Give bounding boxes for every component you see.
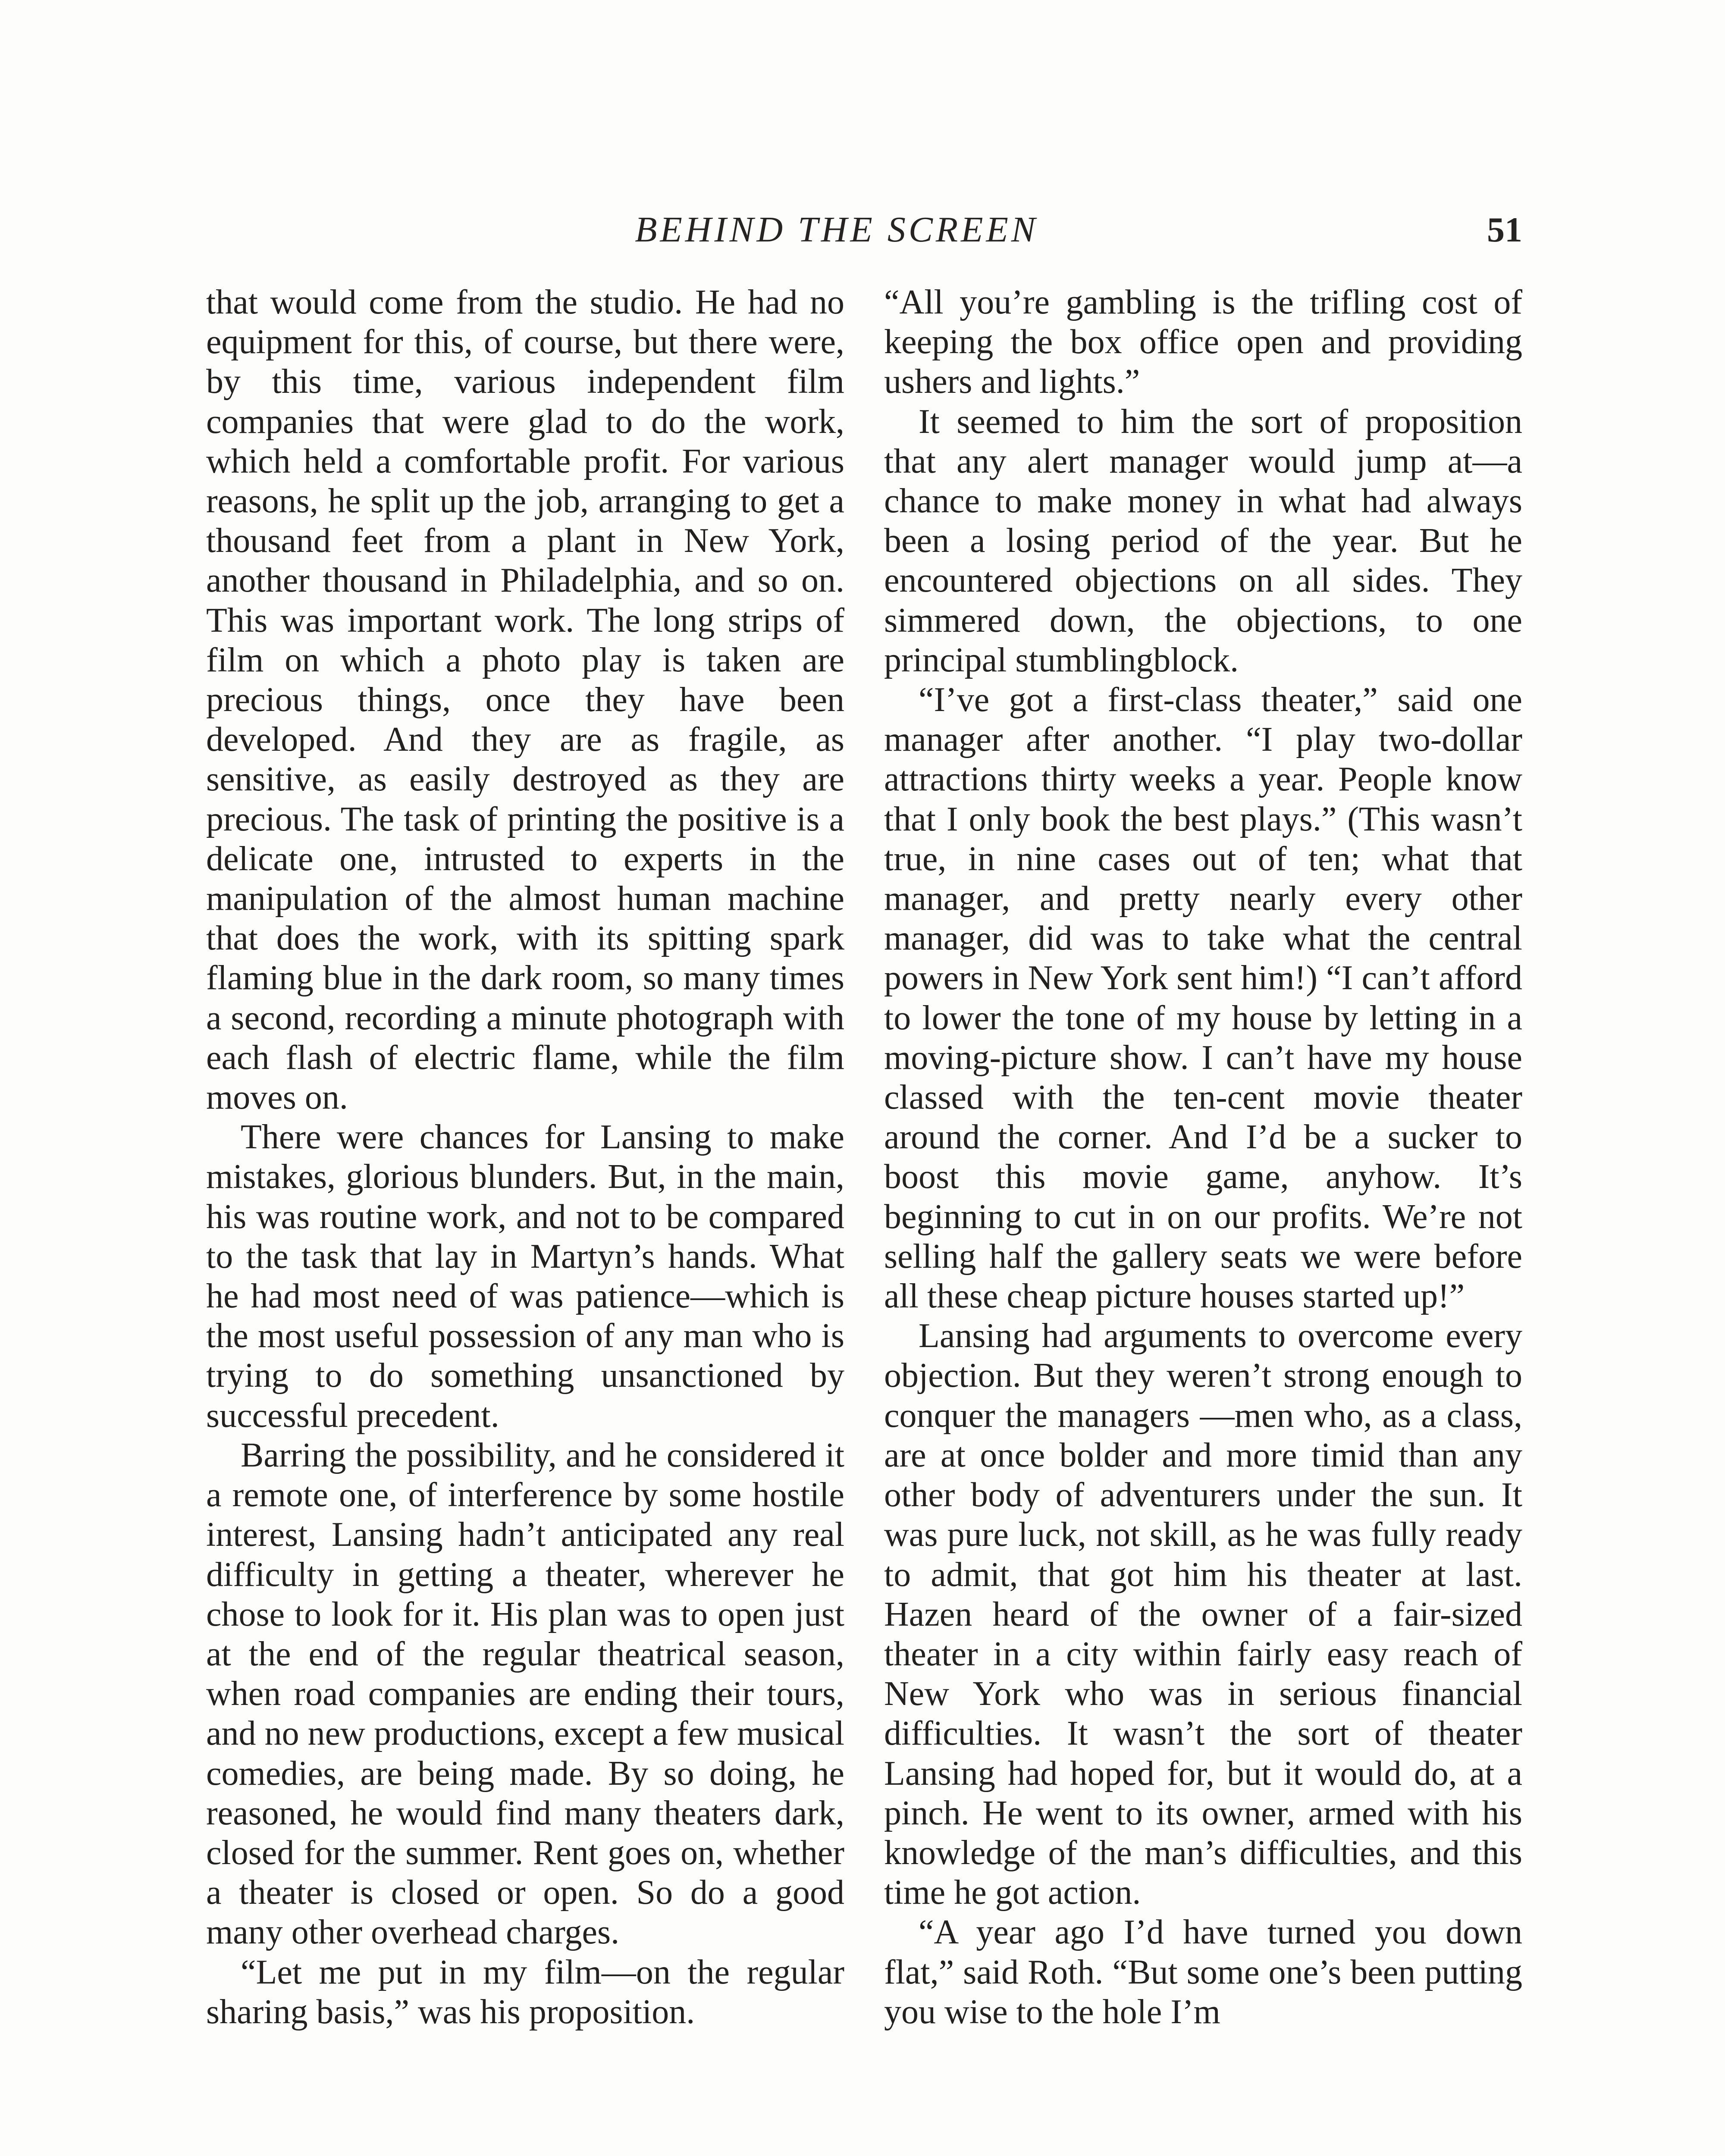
paragraph-continued: “All you’re gambling is the trifling cost of keeping the box office open and providing ushers and lights.” <box>884 283 1522 401</box>
paragraph: There were chances for Lansing to make mistakes, glorious blunders. But, in the main, his was routine work, and not to be compared to the task that lay in Martyn’s hands. What he had most need of was patience—which is the most useful possession of any man who is trying to do something unsanctioned by successful precedent. <box>206 1118 844 1435</box>
paragraph-continued: that would come from the studio. He had no equipment for this, of course, but there were, by this time, various independent film companies that were glad to do the work, which held a comfortable profit. For various reasons, he split up the job, arranging to get a thousand feet from a plant in New York, another thousand in Philadelphia, and so on. This was important work. The long strips of film on which a photo play is taken are precious things, once they have been developed. And they are as fragile, as sensitive, as easily destroyed as they are precious. The task of printing the positive is a delicate one, intrusted to experts in the manipulation of the almost human machine that does the work, with its spitting spark flaming blue in the dark room, so many times a second, recording a minute photograph with each flash of electric flame, while the film moves on. <box>206 283 844 1117</box>
right-text-column <box>884 282 1522 2032</box>
paragraph: It seemed to him the sort of proposition that any alert manager would jump at—a chance to make money in what had always been a losing period of the year. But he encountered objections on all sides. They simmered down, the objections, to one principal stumblingblock. <box>884 402 1522 679</box>
running-title: BEHIND THE SCREEN <box>635 210 1038 250</box>
paragraph: “A year ago I’d have turned you down flat,” said Roth. “But some one’s been putting you wise to the hole I’m <box>884 1913 1522 2031</box>
paragraph: Barring the possibility, and he considered it a remote one, of interference by some hostile interest, Lansing hadn’t anticipated any real difficulty in getting a theater, wherever he chose to look for it. His plan was to open just at the end of the regular theatrical season, when road companies are ending their tours, and no new productions, except a few musical comedies, are being made. By so doing, he reasoned, he would find many theaters dark, closed for the summer. Rent goes on, whether a theater is closed or open. So do a good many other overhead charges. <box>206 1436 844 1952</box>
page-number: 51 <box>1487 210 1522 249</box>
left-text-column <box>206 282 844 2032</box>
paragraph: “Let me put in my film—on the regular sharing basis,” was his proposition. <box>206 1953 844 2031</box>
paragraph: “I’ve got a first-class theater,” said one manager after another. “I play two-dollar attractions thirty weeks a year. People know that I only book the best plays.” (This wasn’t true, in nine cases out of ten; what that manager, and pretty nearly every other manager, did was to take what the central powers in New York sent him!) “I can’t afford to lower the tone of my house by letting in a moving-picture show. I can’t have my house classed with the ten-cent movie theater around the corner. And I’d be a sucker to boost this movie game, anyhow. It’s beginning to cut in on our profits. We’re not selling half the gallery seats we were before all these cheap picture houses started up!” <box>884 681 1522 1316</box>
paragraph: Lansing had arguments to overcome every objection. But they weren’t strong enough to conquer the managers —men who, as a class, are at once bolder and more timid than any other body of adventurers under the sun. It was pure luck, not skill, as he was fully ready to admit, that got him his theater at last. Hazen heard of the owner of a fair-sized theater in a city within fairly easy reach of New York who was in serious financial difficulties. It wasn’t the sort of theater Lansing had hoped for, but it would do, at a pinch. He went to its owner, armed with his knowledge of the man’s difficulties, and this time he got action. <box>884 1317 1522 1912</box>
running-header <box>0 206 1725 254</box>
